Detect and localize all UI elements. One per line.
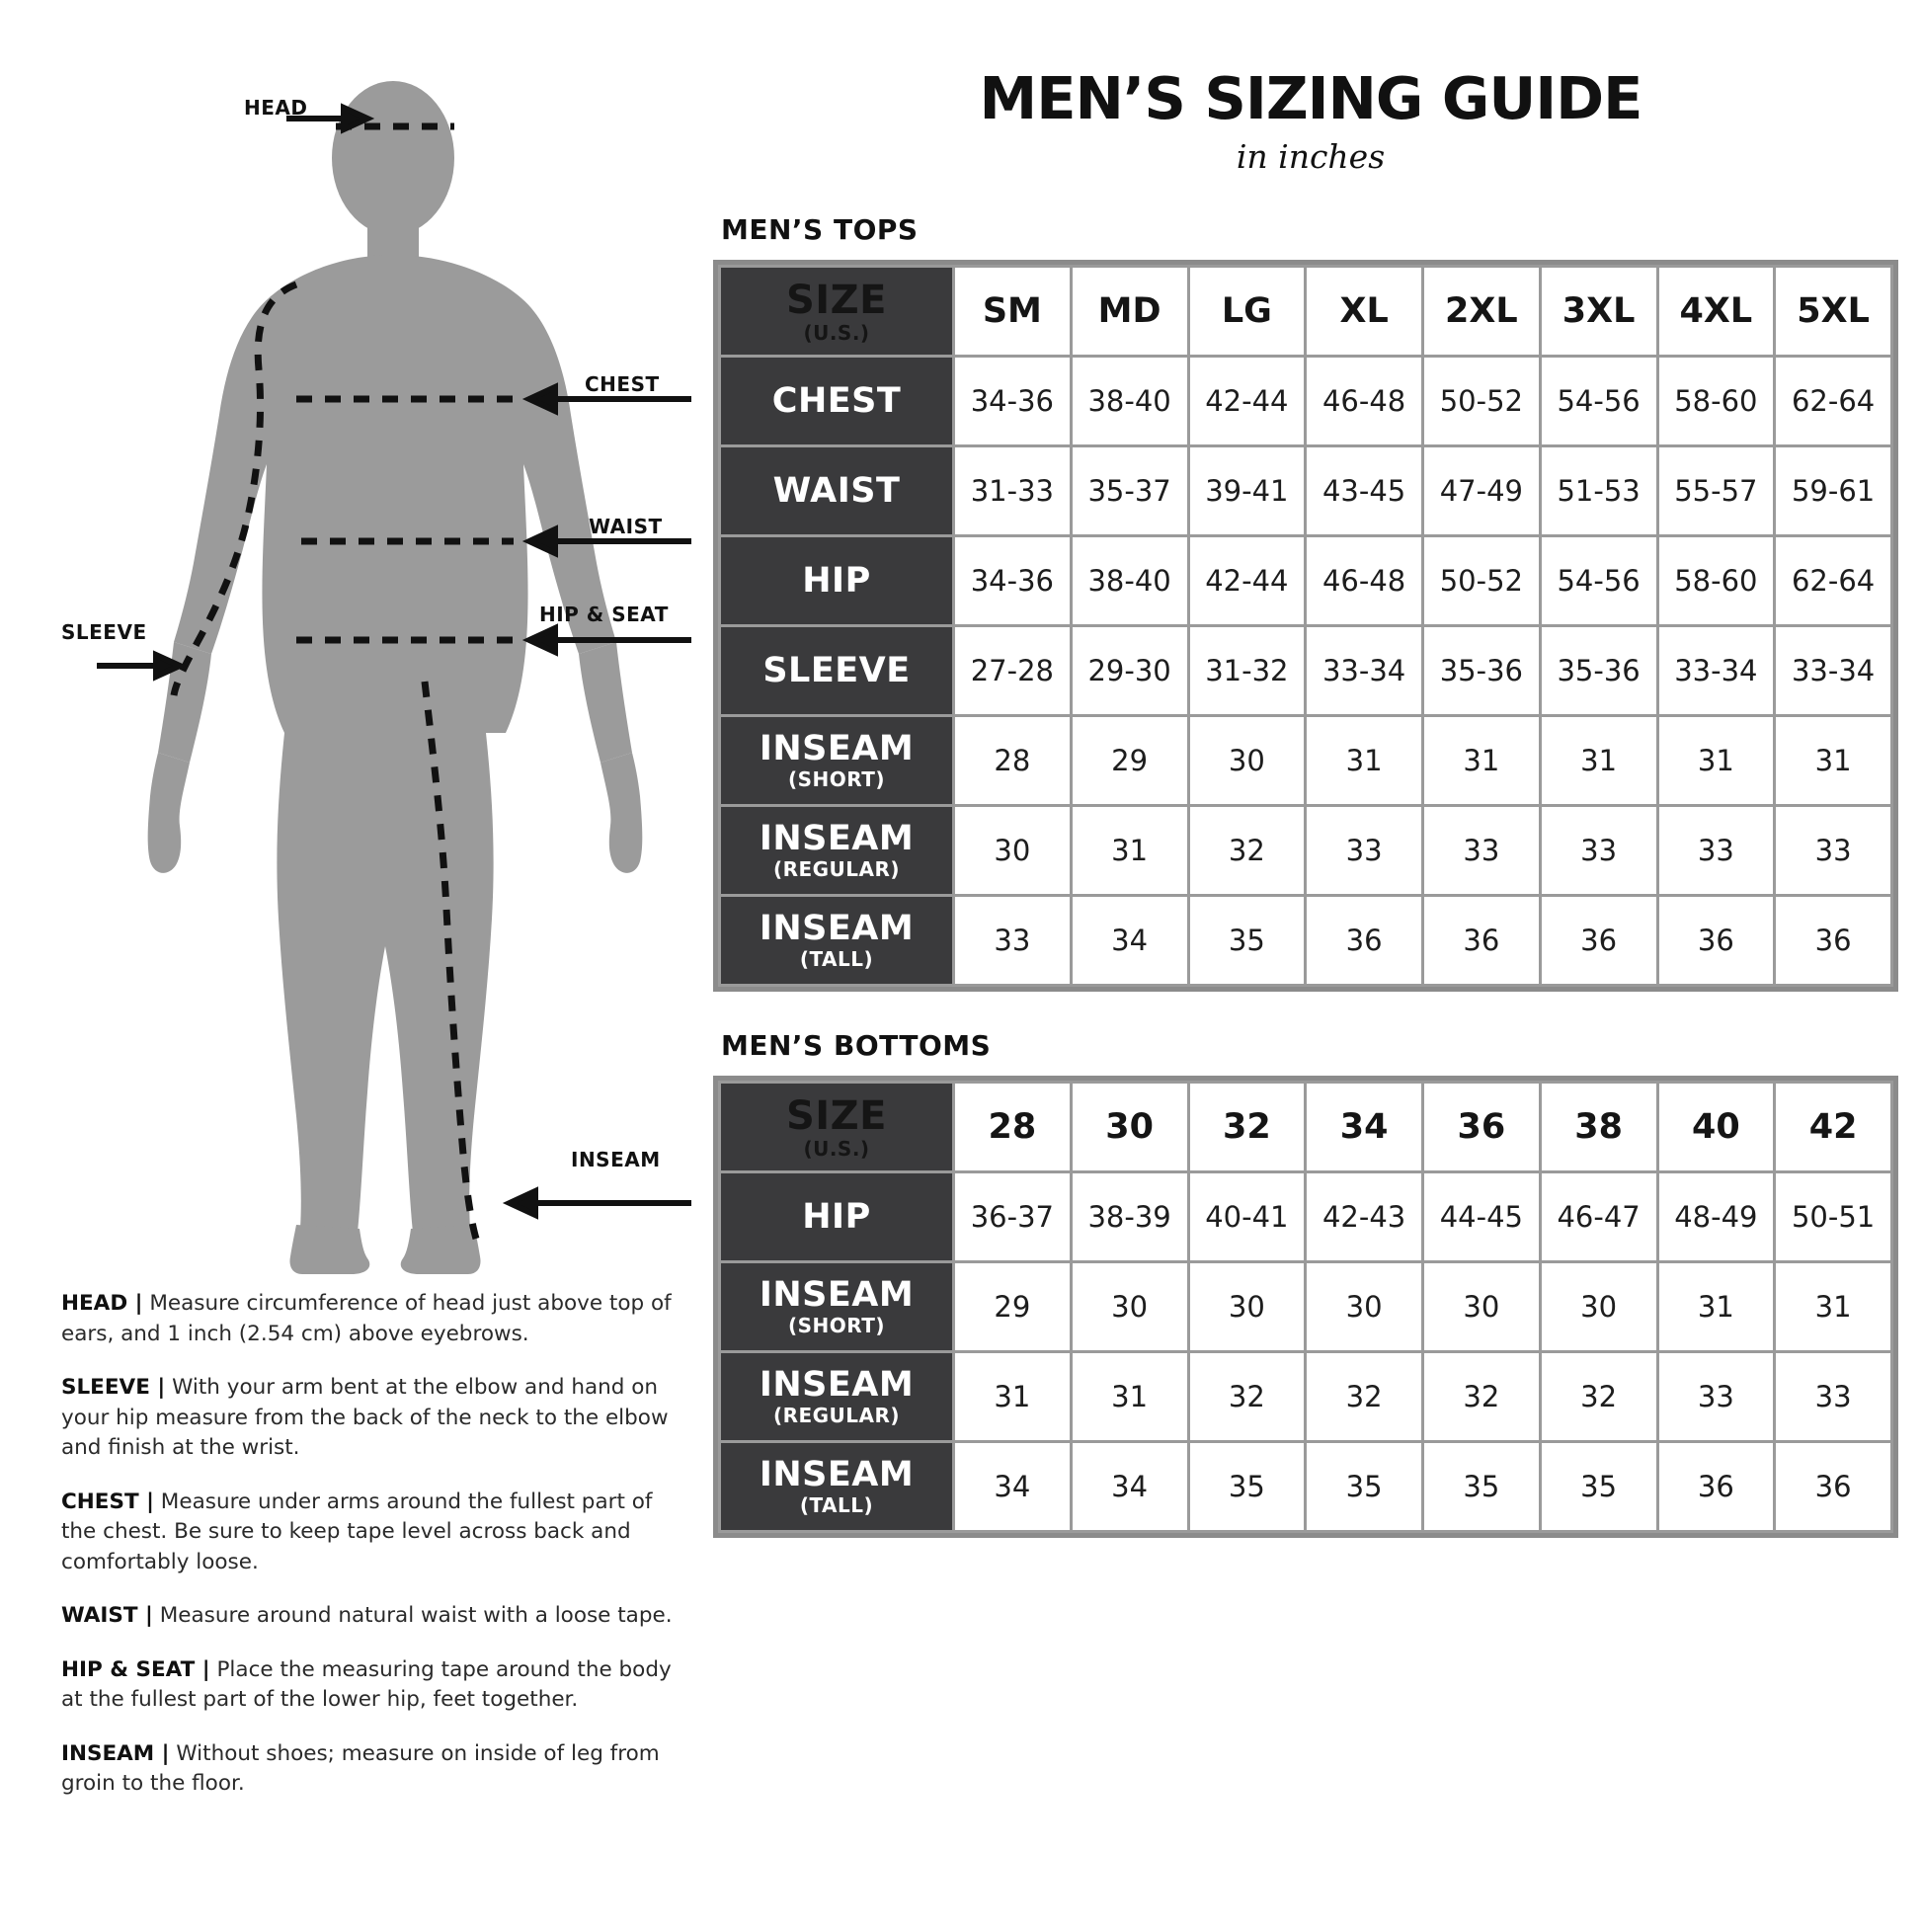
tops-size-header-cell xyxy=(720,267,954,357)
section-label-tops: MEN’S TOPS xyxy=(721,213,919,246)
row-header-label: CHEST xyxy=(771,380,902,421)
bottoms-column-header: 40 xyxy=(1657,1083,1775,1172)
note-term-head: HEAD | xyxy=(61,1291,143,1316)
bottoms-cell: 30 xyxy=(1071,1262,1188,1352)
callout-hip-seat: HIP & SEAT xyxy=(539,603,669,626)
tops-cell: 55-57 xyxy=(1657,446,1775,536)
bottoms-cell: 30 xyxy=(1540,1262,1657,1352)
table-row xyxy=(720,536,1892,626)
note-term-sleeve: SLEEVE | xyxy=(61,1375,166,1401)
section-label-bottoms: MEN’S BOTTOMS xyxy=(721,1029,992,1062)
bottoms-cell: 42-43 xyxy=(1306,1172,1423,1262)
figure-and-notes-column xyxy=(0,0,701,1932)
table-row xyxy=(720,896,1892,986)
tops-cell: 50-52 xyxy=(1423,357,1541,446)
note-inseam xyxy=(61,1739,679,1800)
tops-cell: 31-33 xyxy=(954,446,1072,536)
tops-cell: 31 xyxy=(1540,716,1657,806)
bottoms-size-header-sub: (U.S.) xyxy=(803,1136,870,1161)
bottoms-size-table xyxy=(718,1081,1893,1533)
tops-cell: 42-44 xyxy=(1188,536,1306,626)
tops-cell: 34 xyxy=(1071,896,1188,986)
tops-row-header xyxy=(720,357,954,446)
tops-cell: 33 xyxy=(1306,806,1423,896)
tops-cell: 30 xyxy=(1188,716,1306,806)
row-header-sub: (TALL) xyxy=(799,946,874,971)
bottoms-table-frame xyxy=(713,1076,1898,1538)
tops-cell: 33-34 xyxy=(1306,626,1423,716)
bottoms-row-header xyxy=(720,1262,954,1352)
bottoms-cell: 36 xyxy=(1657,1442,1775,1532)
tops-cell: 42-44 xyxy=(1188,357,1306,446)
bottoms-cell: 35 xyxy=(1423,1442,1541,1532)
bottoms-cell: 31 xyxy=(1775,1262,1892,1352)
tops-cell: 34-36 xyxy=(954,357,1072,446)
bottoms-header-row xyxy=(720,1083,1892,1172)
tops-column-header: 5XL xyxy=(1775,267,1892,357)
tops-row-header xyxy=(720,626,954,716)
row-header-sub: (SHORT) xyxy=(787,1313,886,1337)
tops-cell: 59-61 xyxy=(1775,446,1892,536)
tops-cell: 62-64 xyxy=(1775,536,1892,626)
note-head xyxy=(61,1289,679,1349)
tops-cell: 50-52 xyxy=(1423,536,1541,626)
row-header-label: INSEAM xyxy=(759,729,915,769)
bottoms-column-header: 34 xyxy=(1306,1083,1423,1172)
bottoms-cell: 48-49 xyxy=(1657,1172,1775,1262)
bottoms-cell: 31 xyxy=(954,1352,1072,1442)
page-title: MEN’S SIZING GUIDE xyxy=(979,64,1642,132)
tops-header-row xyxy=(720,267,1892,357)
bottoms-cell: 36-37 xyxy=(954,1172,1072,1262)
bottoms-cell: 33 xyxy=(1657,1352,1775,1442)
note-text-chest: Measure under arms around the fullest part of the chest. Be sure to keep tape level across back and comfortably loose. xyxy=(61,1489,653,1574)
bottoms-cell: 32 xyxy=(1188,1352,1306,1442)
tops-cell: 36 xyxy=(1540,896,1657,986)
callout-inseam: INSEAM xyxy=(571,1148,661,1171)
bottoms-cell: 32 xyxy=(1540,1352,1657,1442)
tops-cell: 54-56 xyxy=(1540,357,1657,446)
tops-cell: 58-60 xyxy=(1657,536,1775,626)
tops-cell: 36 xyxy=(1306,896,1423,986)
bottoms-cell: 36 xyxy=(1775,1442,1892,1532)
note-text-head: Measure circumference of head just above top of ears, and 1 inch (2.54 cm) above eyebrows. xyxy=(61,1291,672,1346)
tops-row-header xyxy=(720,896,954,986)
tops-cell: 33-34 xyxy=(1657,626,1775,716)
tops-column-header: 2XL xyxy=(1423,267,1541,357)
note-text-hip-seat: Place the measuring tape around the body at the fullest part of the lower hip, feet together. xyxy=(61,1656,672,1713)
bottoms-cell: 31 xyxy=(1657,1262,1775,1352)
note-hip-seat xyxy=(61,1655,679,1716)
tops-row-header xyxy=(720,446,954,536)
row-header-label: INSEAM xyxy=(759,909,915,949)
tops-cell: 34-36 xyxy=(954,536,1072,626)
row-header-label: INSEAM xyxy=(759,1275,915,1316)
table-row xyxy=(720,1172,1892,1262)
table-row xyxy=(720,716,1892,806)
row-header-label: INSEAM xyxy=(759,1365,915,1406)
bottoms-cell: 30 xyxy=(1423,1262,1541,1352)
tops-cell: 35-37 xyxy=(1071,446,1188,536)
tops-row-header xyxy=(720,536,954,626)
bottoms-cell: 40-41 xyxy=(1188,1172,1306,1262)
row-header-label: WAIST xyxy=(772,470,901,511)
bottoms-cell: 35 xyxy=(1188,1442,1306,1532)
tops-cell: 35-36 xyxy=(1423,626,1541,716)
callout-head: HEAD xyxy=(244,96,308,120)
callout-sleeve: SLEEVE xyxy=(61,620,147,644)
tops-cell: 33 xyxy=(1423,806,1541,896)
table-row xyxy=(720,806,1892,896)
tops-cell: 35-36 xyxy=(1540,626,1657,716)
tops-column-header: SM xyxy=(954,267,1072,357)
row-header-label: INSEAM xyxy=(759,819,915,859)
table-row xyxy=(720,446,1892,536)
bottoms-column-header: 32 xyxy=(1188,1083,1306,1172)
row-header-label: SLEEVE xyxy=(762,650,911,690)
bottoms-column-header: 42 xyxy=(1775,1083,1892,1172)
tops-cell: 62-64 xyxy=(1775,357,1892,446)
row-header-sub: (TALL) xyxy=(799,1492,874,1517)
bottoms-cell: 50-51 xyxy=(1775,1172,1892,1262)
tops-column-header: LG xyxy=(1188,267,1306,357)
row-header-label: HIP xyxy=(802,1196,871,1237)
bottoms-cell: 30 xyxy=(1306,1262,1423,1352)
bottoms-column-header: 28 xyxy=(954,1083,1072,1172)
bottoms-size-header-cell xyxy=(720,1083,954,1172)
bottoms-cell: 44-45 xyxy=(1423,1172,1541,1262)
note-text-waist: Measure around natural waist with a loose tape. xyxy=(152,1603,673,1629)
tops-cell: 33 xyxy=(1775,806,1892,896)
tops-cell: 31 xyxy=(1071,806,1188,896)
tops-cell: 31 xyxy=(1775,716,1892,806)
bottoms-cell: 34 xyxy=(954,1442,1072,1532)
tops-size-header-label: SIZE xyxy=(785,277,888,323)
bottoms-column-header: 30 xyxy=(1071,1083,1188,1172)
tops-table-frame xyxy=(713,260,1898,992)
callout-waist: WAIST xyxy=(589,515,663,538)
tops-cell: 31-32 xyxy=(1188,626,1306,716)
tops-cell: 47-49 xyxy=(1423,446,1541,536)
bottoms-size-header-label: SIZE xyxy=(785,1092,888,1139)
bottoms-cell: 33 xyxy=(1775,1352,1892,1442)
tops-column-header: 3XL xyxy=(1540,267,1657,357)
page-subtitle: in inches xyxy=(1236,137,1386,176)
tops-column-header: MD xyxy=(1071,267,1188,357)
tops-cell: 36 xyxy=(1423,896,1541,986)
tops-cell: 38-40 xyxy=(1071,357,1188,446)
tops-cell: 39-41 xyxy=(1188,446,1306,536)
callout-chest: CHEST xyxy=(585,372,660,396)
row-header-sub: (REGULAR) xyxy=(772,1403,901,1427)
row-header-sub: (SHORT) xyxy=(787,766,886,791)
tops-size-header-sub: (U.S.) xyxy=(803,320,870,345)
bottoms-row-header xyxy=(720,1442,954,1532)
tops-row-header xyxy=(720,716,954,806)
tops-cell: 54-56 xyxy=(1540,536,1657,626)
tops-size-table xyxy=(718,265,1893,987)
bottoms-cell: 32 xyxy=(1423,1352,1541,1442)
bottoms-cell: 35 xyxy=(1540,1442,1657,1532)
row-header-sub: (REGULAR) xyxy=(772,856,901,881)
tops-cell: 33 xyxy=(1540,806,1657,896)
table-row xyxy=(720,626,1892,716)
row-header-label: INSEAM xyxy=(759,1455,915,1495)
note-waist xyxy=(61,1601,679,1632)
tops-cell: 46-48 xyxy=(1306,536,1423,626)
bottoms-column-header: 36 xyxy=(1423,1083,1541,1172)
tops-cell: 27-28 xyxy=(954,626,1072,716)
tops-column-header: XL xyxy=(1306,267,1423,357)
note-sleeve xyxy=(61,1373,679,1464)
bottoms-column-header: 38 xyxy=(1540,1083,1657,1172)
bottoms-cell: 30 xyxy=(1188,1262,1306,1352)
measurement-figure xyxy=(0,0,701,1284)
note-text-sleeve: With your arm bent at the elbow and hand on your hip measure from the back of the neck to the elbow and finish at the wrist. xyxy=(61,1375,669,1461)
bottoms-row-header xyxy=(720,1352,954,1442)
tops-cell: 29 xyxy=(1071,716,1188,806)
table-row xyxy=(720,1262,1892,1352)
bottoms-cell: 32 xyxy=(1306,1352,1423,1442)
tops-cell: 30 xyxy=(954,806,1072,896)
tops-cell: 46-48 xyxy=(1306,357,1423,446)
table-row xyxy=(720,357,1892,446)
bottoms-row-header xyxy=(720,1172,954,1262)
note-term-hip-seat: HIP & SEAT | xyxy=(61,1656,210,1682)
tables-column xyxy=(713,64,1898,1538)
note-chest xyxy=(61,1488,679,1578)
tops-cell: 28 xyxy=(954,716,1072,806)
tops-cell: 36 xyxy=(1775,896,1892,986)
tops-cell: 31 xyxy=(1306,716,1423,806)
tops-row-header xyxy=(720,806,954,896)
tops-cell: 33 xyxy=(954,896,1072,986)
tops-cell: 33-34 xyxy=(1775,626,1892,716)
table-row xyxy=(720,1442,1892,1532)
tops-cell: 36 xyxy=(1657,896,1775,986)
note-term-chest: CHEST | xyxy=(61,1489,154,1514)
bottoms-cell: 29 xyxy=(954,1262,1072,1352)
bottoms-cell: 38-39 xyxy=(1071,1172,1188,1262)
note-term-inseam: INSEAM | xyxy=(61,1740,170,1766)
bottoms-cell: 46-47 xyxy=(1540,1172,1657,1262)
note-text-inseam: Without shoes; measure on inside of leg from groin to the floor. xyxy=(61,1740,660,1797)
tops-column-header: 4XL xyxy=(1657,267,1775,357)
tops-cell: 29-30 xyxy=(1071,626,1188,716)
bottoms-cell: 35 xyxy=(1306,1442,1423,1532)
tops-cell: 32 xyxy=(1188,806,1306,896)
bottoms-cell: 34 xyxy=(1071,1442,1188,1532)
row-header-label: HIP xyxy=(802,560,871,601)
tops-cell: 51-53 xyxy=(1540,446,1657,536)
tops-cell: 31 xyxy=(1423,716,1541,806)
tops-cell: 58-60 xyxy=(1657,357,1775,446)
measurement-notes xyxy=(61,1289,679,1823)
bottoms-cell: 31 xyxy=(1071,1352,1188,1442)
tops-cell: 31 xyxy=(1657,716,1775,806)
tops-cell: 38-40 xyxy=(1071,536,1188,626)
tops-cell: 33 xyxy=(1657,806,1775,896)
note-term-waist: WAIST | xyxy=(61,1603,153,1629)
tops-cell: 35 xyxy=(1188,896,1306,986)
tops-cell: 43-45 xyxy=(1306,446,1423,536)
table-row xyxy=(720,1352,1892,1442)
